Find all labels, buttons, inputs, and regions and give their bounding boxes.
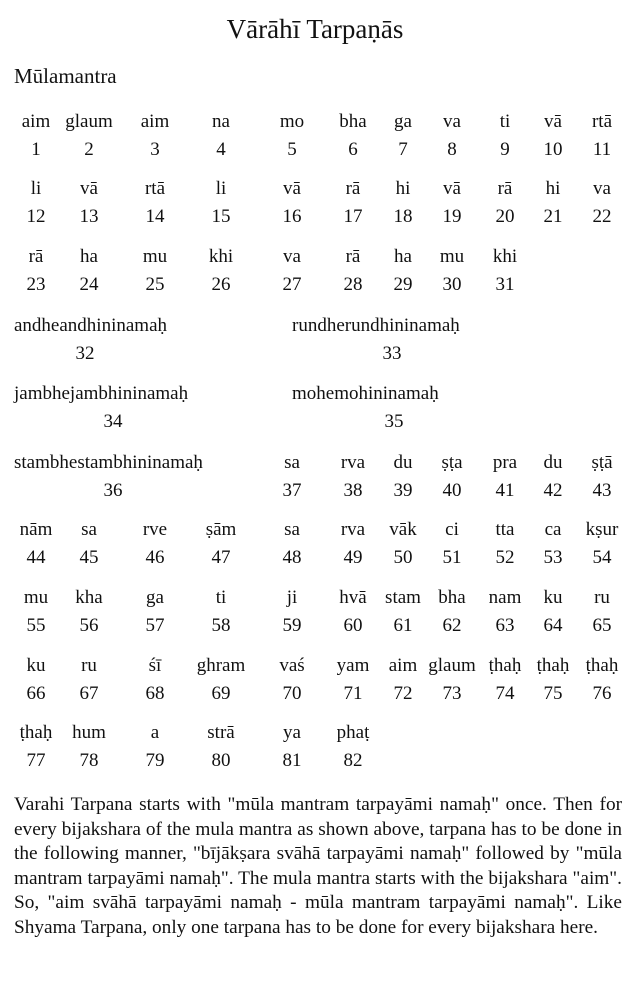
syllable: du <box>543 452 563 473</box>
syllable-number: 58 <box>211 615 231 636</box>
syllable-number: 2 <box>84 139 94 160</box>
syllable-number: 60 <box>343 615 363 636</box>
syllable-number: 35 <box>384 411 404 432</box>
syllable: ṣām <box>205 519 237 540</box>
syllable: ji <box>286 587 298 608</box>
syllable: sa <box>284 452 300 473</box>
syllable-number: 47 <box>211 547 231 568</box>
syllable-number: 57 <box>145 615 165 636</box>
syllable-number: 38 <box>343 480 363 501</box>
syllable: kha <box>75 587 103 608</box>
syllable: rtā <box>144 178 166 199</box>
syllable-number: 66 <box>26 683 46 704</box>
syllable: ga <box>394 111 412 132</box>
syllable: ṭhaḥ <box>488 655 522 676</box>
syllable-number: 51 <box>442 547 462 568</box>
syllable-number: 71 <box>343 683 363 704</box>
syllable: strā <box>207 722 235 743</box>
syllable: vaś <box>279 655 305 676</box>
syllable-number: 49 <box>343 547 363 568</box>
syllable: hi <box>545 178 561 199</box>
syllable-number: 80 <box>211 750 231 771</box>
syllable-number: 76 <box>592 683 612 704</box>
syllable-number: 3 <box>150 139 160 160</box>
syllable: stambhestambhininamaḥ <box>14 452 203 473</box>
syllable: bha <box>438 587 466 608</box>
syllable: hvā <box>339 587 367 608</box>
syllable: tta <box>495 519 515 540</box>
syllable-number: 68 <box>145 683 165 704</box>
syllable-number: 40 <box>442 480 462 501</box>
syllable: vāk <box>389 519 417 540</box>
syllable-number: 33 <box>382 343 402 364</box>
syllable: ca <box>544 519 562 540</box>
syllable: kṣur <box>585 519 619 540</box>
syllable: ṭhaḥ <box>585 655 619 676</box>
syllable: pra <box>492 452 518 473</box>
syllable: ga <box>146 587 164 608</box>
syllable-number: 78 <box>79 750 99 771</box>
syllable-number: 39 <box>393 480 413 501</box>
syllable: ṭhaḥ <box>19 722 53 743</box>
syllable: ci <box>445 519 459 540</box>
syllable-number: 9 <box>500 139 510 160</box>
syllable: na <box>212 111 230 132</box>
syllable-number: 59 <box>282 615 302 636</box>
syllable: rā <box>28 246 44 267</box>
syllable: ṣṭā <box>591 452 613 473</box>
syllable: ku <box>543 587 563 608</box>
syllable-number: 64 <box>543 615 563 636</box>
syllable-number: 43 <box>592 480 612 501</box>
syllable-number: 48 <box>282 547 302 568</box>
body-paragraph: Varahi Tarpana starts with "mūla mantram tarpayāmi namaḥ" once. Then for every bijakshara of the mula mantra as shown above, tarpana has to be done in the following manner, "bījākṣara svāhā tarpayāmi namaḥ" followed by "mūla mantram tarpayāmi namaḥ". The mula mantra starts with the bijakshara "aim". So, "aim svāhā tarpayāmi namaḥ - mūla mantram tarpayāmi namaḥ". Like Shyama Tarpana, only one tarpana has to be done for every bijakshara here. <box>14 794 622 938</box>
syllable: nām <box>19 519 53 540</box>
syllable-number: 72 <box>393 683 413 704</box>
syllable-number: 32 <box>75 343 95 364</box>
syllable-number: 75 <box>543 683 563 704</box>
syllable-number: 81 <box>282 750 302 771</box>
syllable: va <box>283 246 301 267</box>
syllable-number: 13 <box>79 206 99 227</box>
syllable-number: 25 <box>145 274 165 295</box>
syllable: sa <box>284 519 300 540</box>
syllable-number: 69 <box>211 683 231 704</box>
syllable: rva <box>340 519 366 540</box>
syllable-number: 37 <box>282 480 302 501</box>
syllable: vā <box>544 111 562 132</box>
syllable: ru <box>81 655 97 676</box>
syllable: du <box>393 452 413 473</box>
syllable-number: 62 <box>442 615 462 636</box>
syllable: khi <box>492 246 518 267</box>
syllable-number: 53 <box>543 547 563 568</box>
syllable-number: 41 <box>495 480 515 501</box>
syllable: vā <box>283 178 301 199</box>
syllable-number: 16 <box>282 206 302 227</box>
syllable: hi <box>395 178 411 199</box>
syllable: mo <box>279 111 305 132</box>
syllable: a <box>150 722 160 743</box>
syllable: rundherundhininamaḥ <box>292 315 460 336</box>
syllable: va <box>443 111 461 132</box>
syllable-number: 79 <box>145 750 165 771</box>
syllable: bha <box>339 111 367 132</box>
syllable-number: 54 <box>592 547 612 568</box>
syllable-number: 63 <box>495 615 515 636</box>
syllable-number: 52 <box>495 547 515 568</box>
syllable: ku <box>26 655 46 676</box>
syllable: ti <box>215 587 227 608</box>
syllable-number: 45 <box>79 547 99 568</box>
syllable: aim <box>140 111 170 132</box>
section-heading: Mūlamantra <box>14 64 117 88</box>
syllable: ghram <box>196 655 246 676</box>
syllable: ha <box>394 246 412 267</box>
syllable: rā <box>345 178 361 199</box>
syllable-number: 1 <box>31 139 41 160</box>
syllable-number: 82 <box>343 750 363 771</box>
syllable-number: 29 <box>393 274 413 295</box>
syllable-number: 42 <box>543 480 563 501</box>
syllable-number: 15 <box>211 206 231 227</box>
syllable: phaṭ <box>336 722 370 743</box>
syllable-number: 31 <box>495 274 515 295</box>
syllable-number: 20 <box>495 206 515 227</box>
syllable-number: 11 <box>592 139 612 160</box>
syllable: ti <box>499 111 511 132</box>
syllable: glaum <box>428 655 476 676</box>
syllable-number: 74 <box>495 683 515 704</box>
syllable: nam <box>488 587 522 608</box>
syllable-number: 10 <box>543 139 563 160</box>
syllable: stam <box>385 587 421 608</box>
syllable: mu <box>23 587 49 608</box>
syllable-number: 22 <box>592 206 612 227</box>
syllable-number: 5 <box>287 139 297 160</box>
syllable: mu <box>439 246 465 267</box>
syllable-number: 28 <box>343 274 363 295</box>
syllable: ha <box>80 246 98 267</box>
syllable-number: 55 <box>26 615 46 636</box>
syllable-number: 18 <box>393 206 413 227</box>
syllable: vā <box>80 178 98 199</box>
syllable-number: 61 <box>393 615 413 636</box>
syllable: śī <box>148 655 162 676</box>
syllable-number: 17 <box>343 206 363 227</box>
syllable: yam <box>336 655 370 676</box>
syllable: jambhejambhininamaḥ <box>14 383 189 404</box>
syllable-number: 6 <box>348 139 358 160</box>
syllable-number: 65 <box>592 615 612 636</box>
syllable: aim <box>388 655 418 676</box>
syllable-number: 30 <box>442 274 462 295</box>
syllable: hum <box>72 722 106 743</box>
syllable: li <box>30 178 42 199</box>
syllable-number: 56 <box>79 615 99 636</box>
syllable-number: 67 <box>79 683 99 704</box>
syllable-number: 34 <box>103 411 123 432</box>
syllable-number: 73 <box>442 683 462 704</box>
syllable-number: 24 <box>79 274 99 295</box>
syllable: rā <box>497 178 513 199</box>
syllable: mohemohininamaḥ <box>292 383 439 404</box>
syllable-number: 23 <box>26 274 46 295</box>
syllable-number: 27 <box>282 274 302 295</box>
syllable-number: 14 <box>145 206 165 227</box>
syllable: ṣṭa <box>441 452 463 473</box>
syllable: rva <box>340 452 366 473</box>
syllable-number: 21 <box>543 206 563 227</box>
syllable: ru <box>594 587 610 608</box>
syllable: rtā <box>591 111 613 132</box>
syllable-number: 4 <box>216 139 226 160</box>
syllable: ya <box>283 722 301 743</box>
syllable-number: 12 <box>26 206 46 227</box>
syllable-number: 70 <box>282 683 302 704</box>
syllable: sa <box>81 519 97 540</box>
syllable-number: 19 <box>442 206 462 227</box>
syllable-number: 77 <box>26 750 46 771</box>
syllable: ṭhaḥ <box>536 655 570 676</box>
page-title: Vārāhī Tarpaṇās <box>226 14 404 44</box>
syllable: mu <box>142 246 168 267</box>
syllable-number: 50 <box>393 547 413 568</box>
syllable: va <box>593 178 611 199</box>
syllable-number: 46 <box>145 547 165 568</box>
syllable: vā <box>443 178 461 199</box>
syllable: rā <box>345 246 361 267</box>
syllable-number: 7 <box>398 139 408 160</box>
syllable: glaum <box>65 111 113 132</box>
syllable-number: 44 <box>26 547 46 568</box>
syllable-number: 36 <box>103 480 123 501</box>
syllable: andheandhininamaḥ <box>14 315 168 336</box>
syllable: aim <box>21 111 51 132</box>
syllable: li <box>215 178 227 199</box>
syllable: khi <box>208 246 234 267</box>
syllable-number: 26 <box>211 274 231 295</box>
syllable-number: 8 <box>447 139 457 160</box>
syllable: rve <box>142 519 168 540</box>
